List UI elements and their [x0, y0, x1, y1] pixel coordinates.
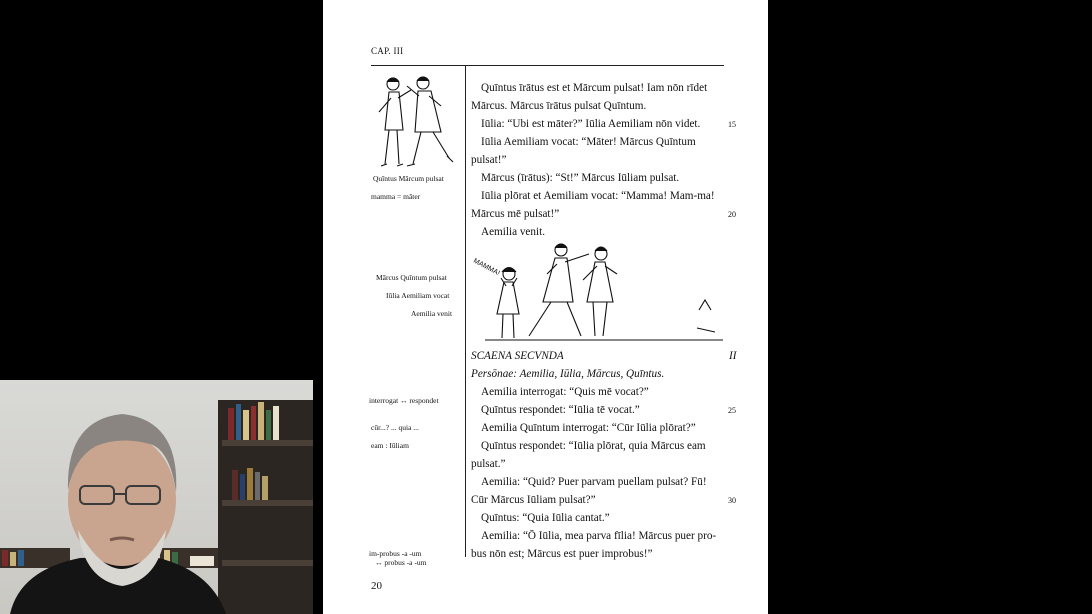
- text-line: Iūlia: “Ubi est māter?” Iūlia Aemiliam nōn videt.: [481, 118, 701, 130]
- margin-note: Quīntus Mārcum pulsat: [373, 174, 444, 183]
- text-line: Aemilia venit.: [481, 226, 546, 238]
- text-line: Quīntus respondet: “Iūlia plōrat, quia Mārcus eam: [481, 440, 706, 452]
- text-line: pulsat!”: [471, 154, 507, 166]
- scene-heading: SCAENA SECVNDA: [471, 350, 564, 362]
- illustration-caption: MAMMA!: [472, 257, 501, 278]
- illustration-boys-fighting: [371, 72, 459, 172]
- margin-note: interrogat ↔ respondet: [369, 396, 439, 405]
- margin-note: im-probus -a -um: [369, 549, 422, 558]
- text-line: pulsat.”: [471, 458, 506, 470]
- line-number: 25: [728, 406, 736, 415]
- chapter-heading: CAP. III: [371, 46, 404, 56]
- text-line: Mārcus (īrātus): “St!” Mārcus Iūliam pulsat.: [481, 172, 680, 184]
- margin-note: eam : Iūliam: [371, 441, 409, 450]
- illustration-julia-crying: [471, 240, 727, 344]
- line-number: 15: [728, 120, 736, 129]
- line-number: 30: [728, 496, 736, 505]
- margin-note: mamma = māter: [371, 192, 421, 201]
- margin-note: Iūlia Aemiliam vocat: [386, 291, 450, 300]
- margin-note: Aemilia venit: [411, 309, 453, 318]
- text-line: Iūlia Aemiliam vocat: “Māter! Mārcus Quīntum: [481, 136, 696, 148]
- header-rule: [371, 65, 724, 66]
- scene-number: II: [729, 350, 737, 362]
- margin-note: Mārcus Quīntum pulsat: [376, 273, 447, 282]
- personae-line: Persōnae: Aemilia, Iūlia, Mārcus, Quīntus.: [471, 368, 665, 380]
- text-line: Mārcus. Mārcus īrātus pulsat Quīntum.: [471, 100, 647, 112]
- text-line: Aemilia: “Ō Iūlia, mea parva fīlia! Mārcus puer pro-: [481, 530, 717, 542]
- text-line: Quīntus: “Quia Iūlia cantat.”: [481, 512, 610, 524]
- text-line: Aemilia interrogat: “Quis mē vocat?”: [481, 386, 649, 398]
- text-line: Quīntus respondet: “Iūlia tē vocat.”: [481, 404, 640, 416]
- text-line: Aemilia Quīntum interrogat: “Cūr Iūlia plōrat?”: [481, 422, 696, 434]
- text-line: Quīntus īrātus est et Mārcum pulsat! Iam nōn rīdet: [481, 82, 708, 94]
- column-rule: [465, 65, 466, 557]
- webcam-overlay: [0, 380, 313, 614]
- textbook-page: [323, 0, 768, 614]
- text-line: Aemilia: “Quid? Puer parvam puellam pulsat? Fū!: [481, 476, 707, 488]
- margin-note: ↔ probus -a -um: [375, 558, 427, 567]
- text-line: Cūr Mārcus Iūliam pulsat?”: [471, 494, 596, 506]
- text-line: Mārcus mē pulsat!”: [471, 208, 560, 220]
- text-line: bus nōn est; Mārcus est puer improbus!”: [471, 548, 653, 560]
- line-number: 20: [728, 210, 736, 219]
- margin-note: cūr...? ... quia ...: [371, 423, 419, 432]
- page-number: 20: [371, 580, 382, 592]
- text-line: Iūlia plōrat et Aemiliam vocat: “Mamma! Mam-ma!: [481, 190, 715, 202]
- webcam-video-icon: [0, 380, 313, 614]
